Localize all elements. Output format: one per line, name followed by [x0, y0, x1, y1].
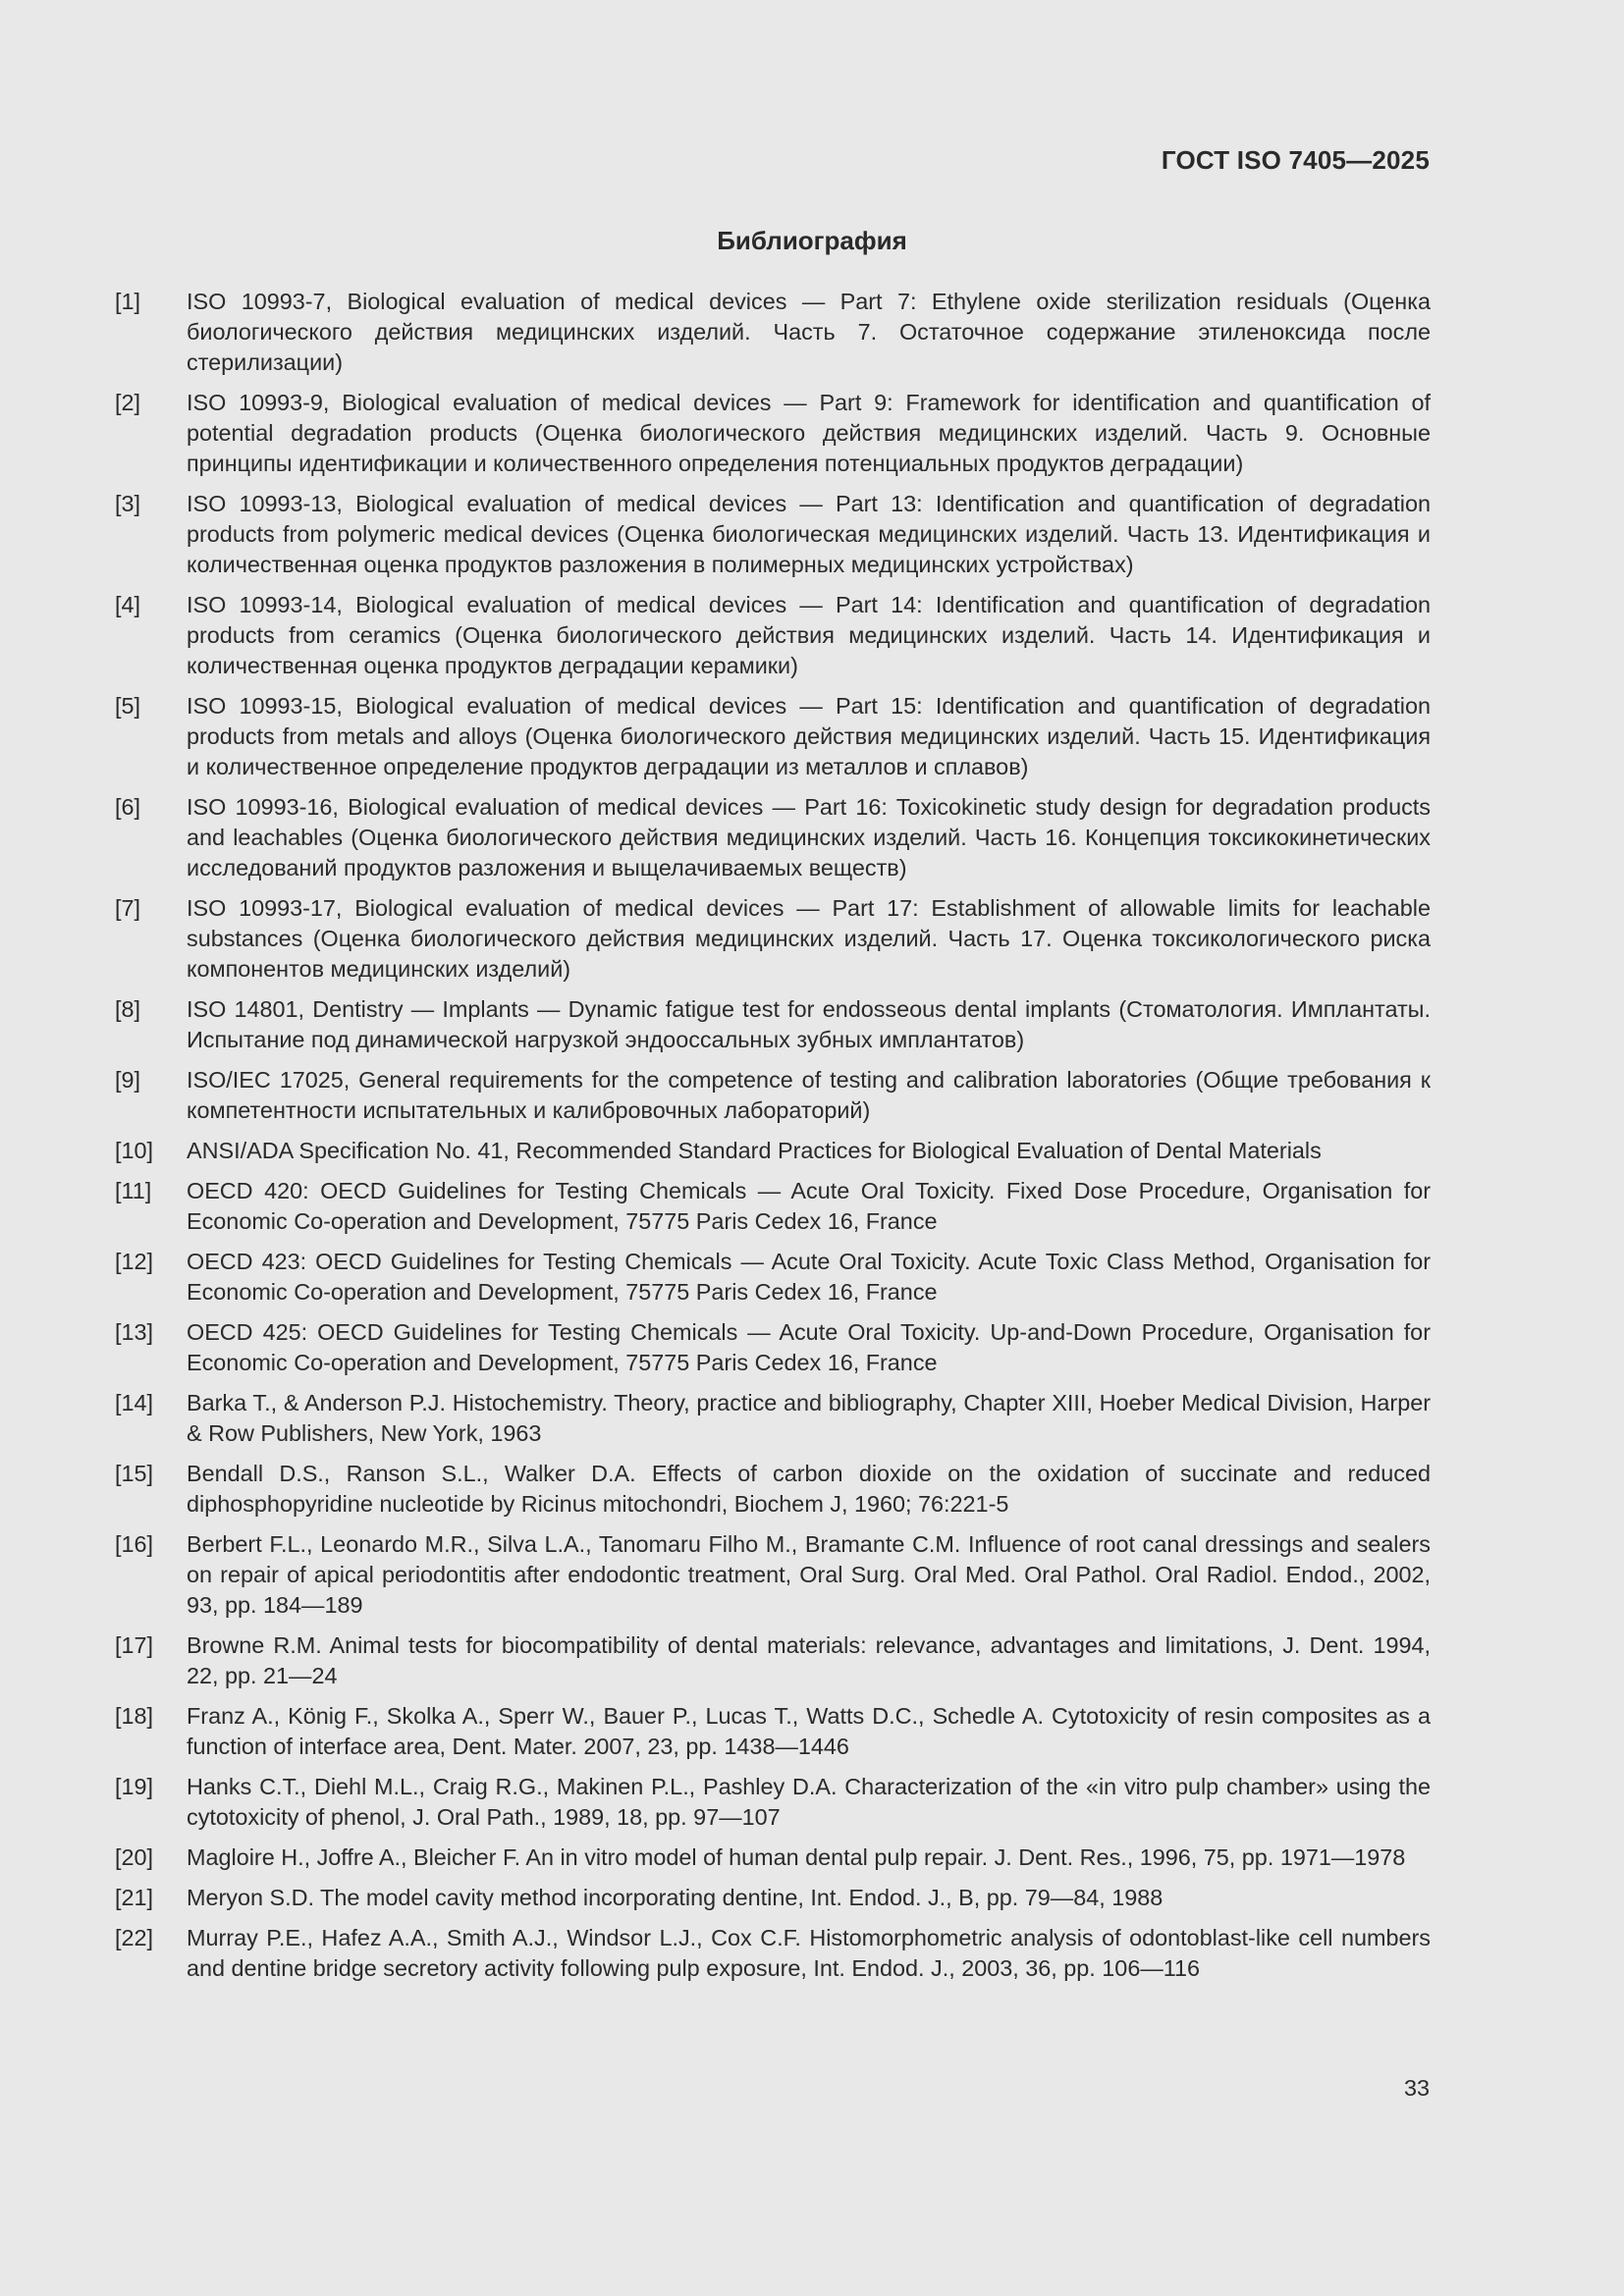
reference-item	[115, 388, 1431, 479]
reference-item	[115, 489, 1431, 580]
reference-number: [8]	[115, 996, 141, 1022]
reference-text: ISO 10993-9, Biological evaluation of medical devices — Part 9: Framework for identification and quantification of potential degradation products (Оценка биологического действия медицинских изделий. Часть 9. Основные принципы идентификации и количественного определения потенциальных продуктов деградации)	[187, 390, 1431, 476]
reference-text: OECD 420: OECD Guidelines for Testing Chemicals — Acute Oral Toxicity. Fixed Dose Procedure, Organisation for Economic Co-operation and Development, 75775 Paris Cedex 16, France	[187, 1178, 1431, 1234]
reference-text: Franz A., König F., Skolka A., Sperr W., Bauer P., Lucas T., Watts D.C., Schedle A. Cytotoxicity of resin composites as a function of interface area, Dent. Mater. 2007, 23, pp. 1438—1446	[187, 1703, 1431, 1759]
reference-item	[115, 893, 1431, 985]
reference-number: [7]	[115, 895, 141, 921]
reference-number: [13]	[115, 1319, 154, 1345]
reference-number: [12]	[115, 1249, 154, 1274]
reference-text: ISO/IEC 17025, General requirements for the competence of testing and calibration laboratories (Общие требования к компетентности испытательных и калибровочных лабораторий)	[187, 1067, 1431, 1123]
reference-item	[115, 590, 1431, 681]
reference-item	[115, 1842, 1431, 1873]
reference-number: [11]	[115, 1178, 152, 1203]
reference-number: [6]	[115, 794, 141, 820]
reference-item	[115, 1701, 1431, 1762]
reference-number: [18]	[115, 1703, 154, 1729]
reference-item	[115, 691, 1431, 782]
reference-text: ISO 10993-17, Biological evaluation of medical devices — Part 17: Establishment of allowable limits for leachable substances (Оценка биологического действия медицинских изделий. Часть 17. Оценка токсикологического риска компонентов медицинских изделий)	[187, 895, 1431, 982]
reference-number: [22]	[115, 1925, 154, 1950]
reference-text: Meryon S.D. The model cavity method incorporating dentine, Int. Endod. J., B, pp. 79—84, 1988	[187, 1885, 1164, 1910]
reference-item	[115, 1459, 1431, 1520]
reference-text: Browne R.M. Animal tests for biocompatibility of dental materials: relevance, advantages and limitations, J. Dent. 1994, 22, pp. 21—24	[187, 1632, 1431, 1688]
page-number: 33	[1403, 2075, 1430, 2101]
reference-text: Berbert F.L., Leonardo M.R., Silva L.A., Tanomaru Filho M., Bramante C.M. Influence of root canal dressings and sealers on repair of apical periodontitis after endodontic treatment, Oral Surg. Oral Med. Oral Pathol. Oral Radiol. Endod., 2002, 93, pp. 184—189	[187, 1531, 1431, 1618]
reference-number: [19]	[115, 1774, 154, 1799]
reference-text: ISO 10993-7, Biological evaluation of medical devices — Part 7: Ethylene oxide sterilization residuals (Оценка биологического действия медицинских изделий. Часть 7. Остаточное содержание этиленоксида после стерилизации)	[187, 289, 1431, 375]
reference-text: Murray P.E., Hafez A.A., Smith A.J., Windsor L.J., Cox C.F. Histomorphometric analysis of odontoblast-like cell numbers and dentine bridge secretory activity following pulp exposure, Int. Endod. J., 2003, 36, pp. 106—116	[187, 1925, 1431, 1981]
reference-text: Hanks C.T., Diehl M.L., Craig R.G., Makinen P.L., Pashley D.A. Characterization of the «in vitro pulp chamber» using the cytotoxicity of phenol, J. Oral Path., 1989, 18, pp. 97—107	[187, 1774, 1431, 1830]
reference-item	[115, 1388, 1431, 1449]
reference-item	[115, 792, 1431, 883]
reference-item	[115, 1065, 1431, 1126]
reference-number: [21]	[115, 1885, 154, 1910]
reference-item	[115, 1317, 1431, 1378]
reference-number: [3]	[115, 491, 141, 516]
reference-text: OECD 423: OECD Guidelines for Testing Chemicals — Acute Oral Toxicity. Acute Toxic Class Method, Organisation for Economic Co-operation and Development, 75775 Paris Cedex 16, France	[187, 1249, 1431, 1305]
reference-item	[115, 1883, 1431, 1913]
reference-text: ISO 14801, Dentistry — Implants — Dynamic fatigue test for endosseous dental implants (Стоматология. Имплантаты. Испытание под динамической нагрузкой эндооссальных зубных имплантатов)	[187, 996, 1431, 1052]
reference-number: [10]	[115, 1138, 154, 1163]
reference-text: Magloire H., Joffre A., Bleicher F. An in vitro model of human dental pulp repair. J. Dent. Res., 1996, 75, pp. 1971—1978	[187, 1844, 1406, 1870]
bibliography-title: Библиография	[717, 226, 907, 255]
reference-number: [1]	[115, 289, 141, 314]
reference-item	[115, 1247, 1431, 1308]
reference-item	[115, 1529, 1431, 1621]
reference-item	[115, 1136, 1431, 1166]
reference-item	[115, 287, 1431, 378]
reference-list	[115, 287, 1431, 1994]
document-code: ГОСТ ISO 7405—2025	[1161, 145, 1430, 175]
reference-number: [20]	[115, 1844, 154, 1870]
reference-text: ANSI/ADA Specification No. 41, Recommended Standard Practices for Biological Evaluation of Dental Materials	[187, 1138, 1322, 1163]
reference-item	[115, 994, 1431, 1055]
reference-number: [14]	[115, 1390, 154, 1415]
reference-text: ISO 10993-14, Biological evaluation of medical devices — Part 14: Identification and quantification of degradation products from ceramics (Оценка биологического действия медицинских изделий. Часть 14. Идентификация и количественная оценка продуктов деградации керамики)	[187, 592, 1431, 678]
reference-item	[115, 1923, 1431, 1984]
reference-number: [16]	[115, 1531, 154, 1557]
reference-number: [17]	[115, 1632, 154, 1658]
reference-number: [5]	[115, 693, 141, 719]
reference-number: [2]	[115, 390, 141, 415]
reference-text: Bendall D.S., Ranson S.L., Walker D.A. Effects of carbon dioxide on the oxidation of succinate and reduced diphosphopyridine nucleotide by Ricinus mitochondri, Biochem J, 1960; 76:221-5	[187, 1461, 1431, 1517]
reference-text: OECD 425: OECD Guidelines for Testing Chemicals — Acute Oral Toxicity. Up-and-Down Procedure, Organisation for Economic Co-operation and Development, 75775 Paris Cedex 16, France	[187, 1319, 1431, 1375]
reference-item	[115, 1630, 1431, 1691]
reference-number: [15]	[115, 1461, 154, 1486]
reference-number: [9]	[115, 1067, 141, 1093]
reference-item	[115, 1772, 1431, 1833]
reference-number: [4]	[115, 592, 141, 617]
reference-text: Barka T., & Anderson P.J. Histochemistry. Theory, practice and bibliography, Chapter XIII, Hoeber Medical Division, Harper & Row Publishers, New York, 1963	[187, 1390, 1431, 1446]
reference-text: ISO 10993-15, Biological evaluation of medical devices — Part 15: Identification and quantification of degradation products from metals and alloys (Оценка биологического действия медицинских изделий. Часть 15. Идентификация и количественное определение продуктов деградации из металлов и сплавов)	[187, 693, 1431, 779]
reference-text: ISO 10993-16, Biological evaluation of medical devices — Part 16: Toxicokinetic study design for degradation products and leachables (Оценка биологического действия медицинских изделий. Часть 16. Концепция токсикокинетических исследований продуктов разложения и выщелачиваемых веществ)	[187, 794, 1431, 881]
reference-text: ISO 10993-13, Biological evaluation of medical devices — Part 13: Identification and quantification of degradation products from polymeric medical devices (Оценка биологическая медицинских изделий. Часть 13. Идентификация и количественная оценка продуктов разложения в полимерных медицинских устройствах)	[187, 491, 1431, 577]
reference-item	[115, 1176, 1431, 1237]
